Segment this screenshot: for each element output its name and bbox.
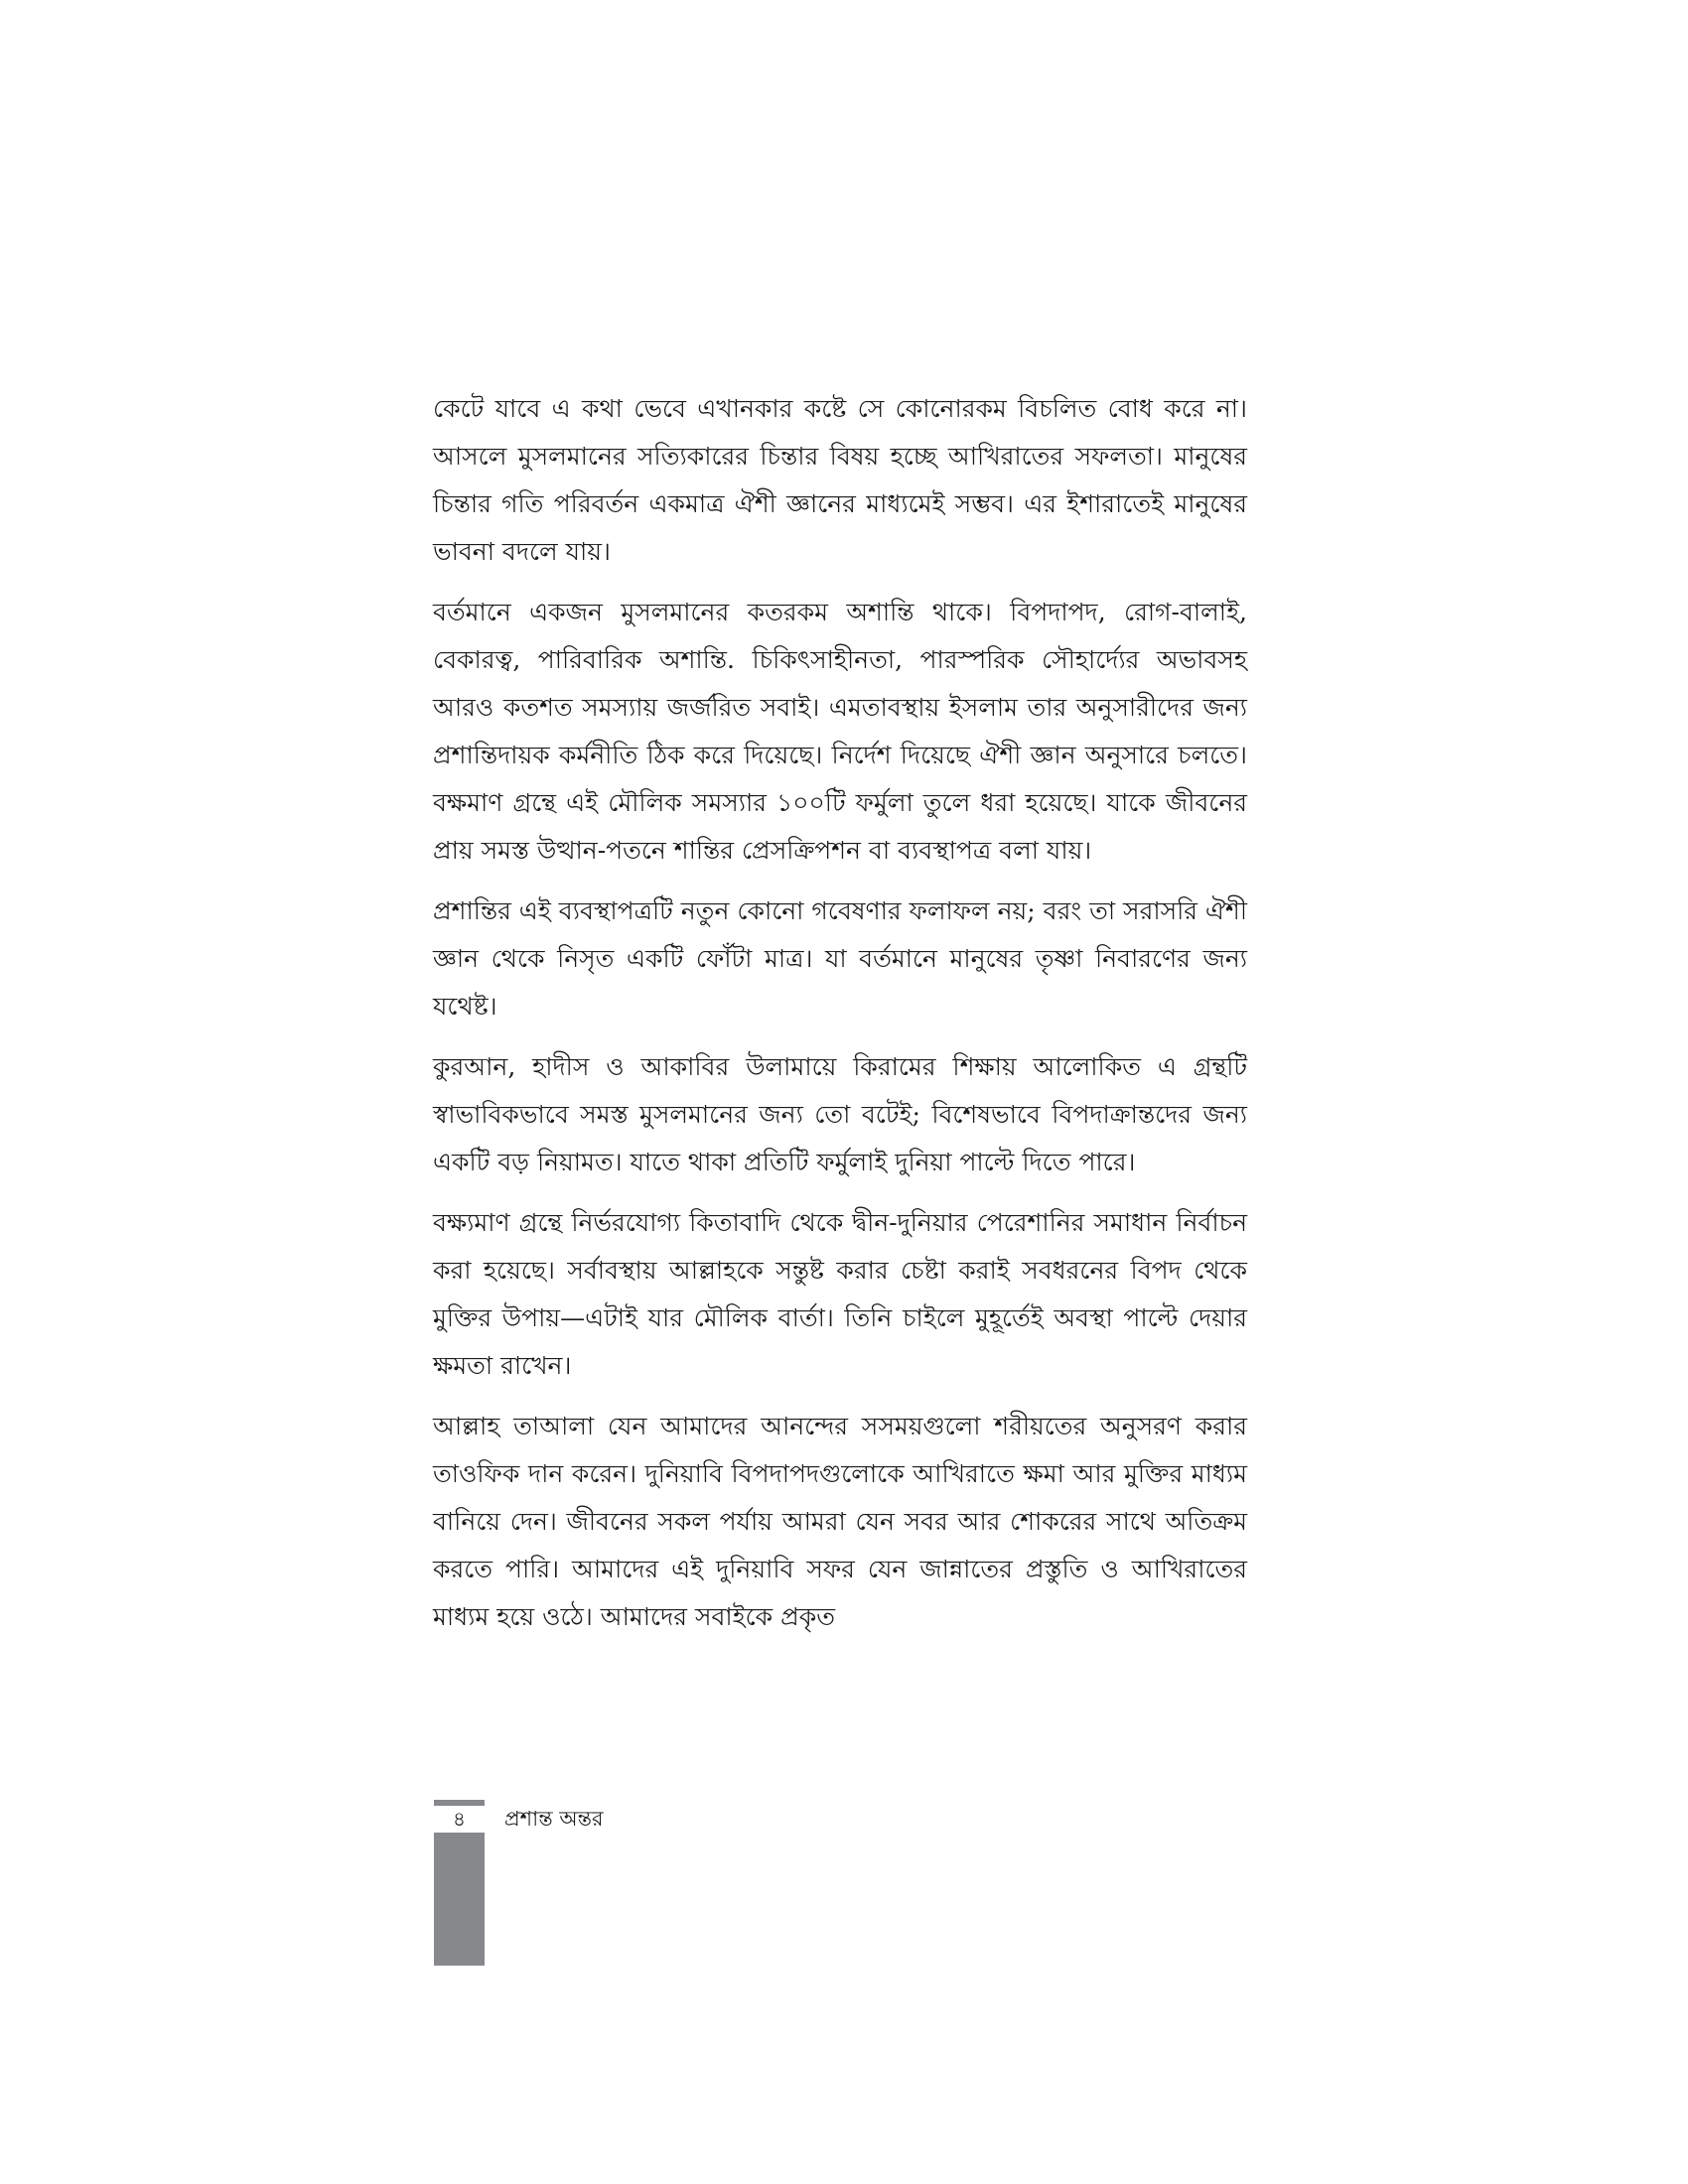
- footer-tab: [434, 1833, 485, 1966]
- paragraph-3: প্রশান্তির এই ব্যবস্থাপত্রটি নতুন কোনো গবেষণার ফলাফল নয়; বরং তা সরাসরি ঐশী জ্ঞান থেকে নিসৃত একটি ফোঁটা মাত্র। যা বর্তমানে মানুষের তৃষ্ণা নিবারণের জন্য যথেষ্ট।: [433, 896, 1247, 1021]
- paragraph-2: বর্তমানে একজন মুসলমানের কতরকম অশান্তি থাকে। বিপদাপদ, রোগ-বালাই, বেকারত্ব, পারিবারিক অশান্তি. চিকিৎসাহীনতা, পারস্পরিক সৌহার্দ্যের অভাবসহ আরও কতশত সমস্যায় জর্জরিত সবাই। এমতাবস্থায় ইসলাম তার অনুসারীদের জন্য প্রশান্তিদায়ক কর্মনীতি ঠিক করে দিয়েছে। নির্দেশ দিয়েছে ঐশী জ্ঞান অনুসারে চলতে। বক্ষমাণ গ্রন্থে এই মৌলিক সমস্যার ১০০টি ফর্মুলা তুলে ধরা হয়েছে। যাকে জীবনের প্রায় সমস্ত উত্থান-পতনে শান্তির প্রেসক্রিপশন বা ব্যবস্থাপত্র বলা যায়।: [433, 598, 1247, 865]
- running-title: প্রশান্ত অন্তর: [504, 1807, 604, 1831]
- paragraph-4: কুরআন, হাদীস ও আকাবির উলামায়ে কিরামের শিক্ষায় আলোকিত এ গ্রন্থটি স্বাভাবিকভাবে সমস্ত মুসলমানের জন্য তো বটেই; বিশেষভাবে বিপদাক্রান্তদের জন্য একটি বড় নিয়ামত। যাতে থাকা প্রতিটি ফর্মুলাই দুনিয়া পাল্টে দিতে পারে।: [433, 1052, 1247, 1176]
- paragraph-6: আল্লাহ তাআলা যেন আমাদের আনন্দের সসময়গুলো শরীয়তের অনুসরণ করার তাওফিক দান করেন। দুনিয়াবি বিপদাপদগুলোকে আখিরাতে ক্ষমা আর মুক্তির মাধ্যম বানিয়ে দেন। জীবনের সকল পর্যায় আমরা যেন সবর আর শোকরের সাথে অতিক্রম করতে পারি। আমাদের এই দুনিয়াবি সফর যেন জান্নাতের প্রস্তুতি ও আখিরাতের মাধ্যম হয়ে ওঠে। আমাদের সবাইকে প্রকৃত: [433, 1412, 1247, 1631]
- page-number: ৪: [453, 1807, 466, 1831]
- paragraph-1: কেটে যাবে এ কথা ভেবে এখানকার কষ্টে সে কোনোরকম বিচলিত বোধ করে না। আসলে মুসলমানের সত্যিকারের চিন্তার বিষয় হচ্ছে আখিরাতের সফলতা। মানুষের চিন্তার গতি পরিবর্তন একমাত্র ঐশী জ্ঞানের মাধ্যমেই সম্ভব। এর ইশারাতেই মানুষের ভাবনা বদলে যায়।: [433, 394, 1247, 566]
- body-text: [433, 385, 1247, 1654]
- paragraph-5: বক্ষ্যমাণ গ্রন্থে নির্ভরযোগ্য কিতাবাদি থেকে দ্বীন-দুনিয়ার পেরেশানির সমাধান নির্বাচন করা হয়েছে। সর্বাবস্থায় আল্লাহকে সন্তুষ্ট করার চেষ্টা করাই সবধরনের বিপদ থেকে মুক্তির উপায়—এটাই যার মৌলিক বার্তা। তিনি চাইলে মুহূর্তেই অবস্থা পাল্টে দেয়ার ক্ষমতা রাখেন।: [433, 1208, 1247, 1380]
